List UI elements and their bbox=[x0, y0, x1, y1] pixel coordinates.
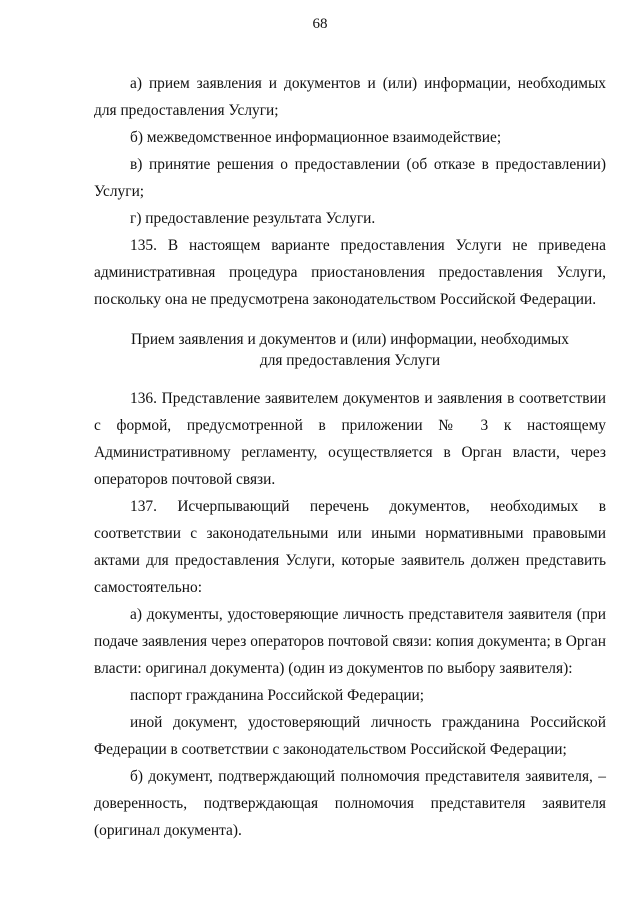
document-body bbox=[94, 70, 606, 844]
page-number: 68 bbox=[312, 16, 328, 32]
list-item-other-document: иной документ, удостоверяющий личность гражданина Российской Федерации в соответствии с законодательством Российской Федерации; bbox=[94, 714, 606, 758]
paragraph-137-b: б) документ, подтверждающий полномочия представителя заявителя, – доверенность, подтверждающая полномочия представителя заявителя (оригинал документа). bbox=[94, 768, 606, 839]
paragraph-135: 135. В настоящем варианте предоставления Услуги не приведена административная процедура приостановления предоставления Услуги, поскольку она не предусмотрена законодательством Российской Федерации. bbox=[94, 237, 606, 308]
paragraph-136: 136. Представление заявителем документов и заявления в соответствии с формой, предусмотренной в приложении № 3 к настоящему Административному регламенту, осуществляется в Орган власти, через операторов почтовой связи. bbox=[94, 390, 606, 488]
paragraph-137: 137. Исчерпывающий перечень документов, необходимых в соответствии с законодательными или иными нормативными правовыми актами для предоставления Услуги, которые заявитель должен представить самостоятельно: bbox=[94, 498, 606, 596]
list-item-passport: паспорт гражданина Российской Федерации; bbox=[130, 687, 425, 704]
paragraph-137-a: а) документы, удостоверяющие личность представителя заявителя (при подаче заявления через операторов почтовой связи: копия документа; в Орган власти: оригинал документа) (один из документов по выбору заявителя): bbox=[94, 606, 606, 677]
section-heading-line-2: для предоставления Услуги bbox=[259, 352, 441, 369]
section-heading bbox=[94, 329, 606, 371]
paragraph-item-v: в) принятие решения о предоставлении (об отказе в предоставлении) Услуги; bbox=[94, 156, 606, 200]
section-heading-line-1: Прием заявления и документов и (или) информации, необходимых bbox=[131, 331, 569, 348]
paragraph-item-b: б) межведомственное информационное взаимодействие; bbox=[130, 129, 502, 146]
paragraph-item-g: г) предоставление результата Услуги. bbox=[130, 210, 376, 227]
paragraph-item-a: а) прием заявления и документов и (или) информации, необходимых для предоставления Услуги; bbox=[94, 75, 606, 119]
